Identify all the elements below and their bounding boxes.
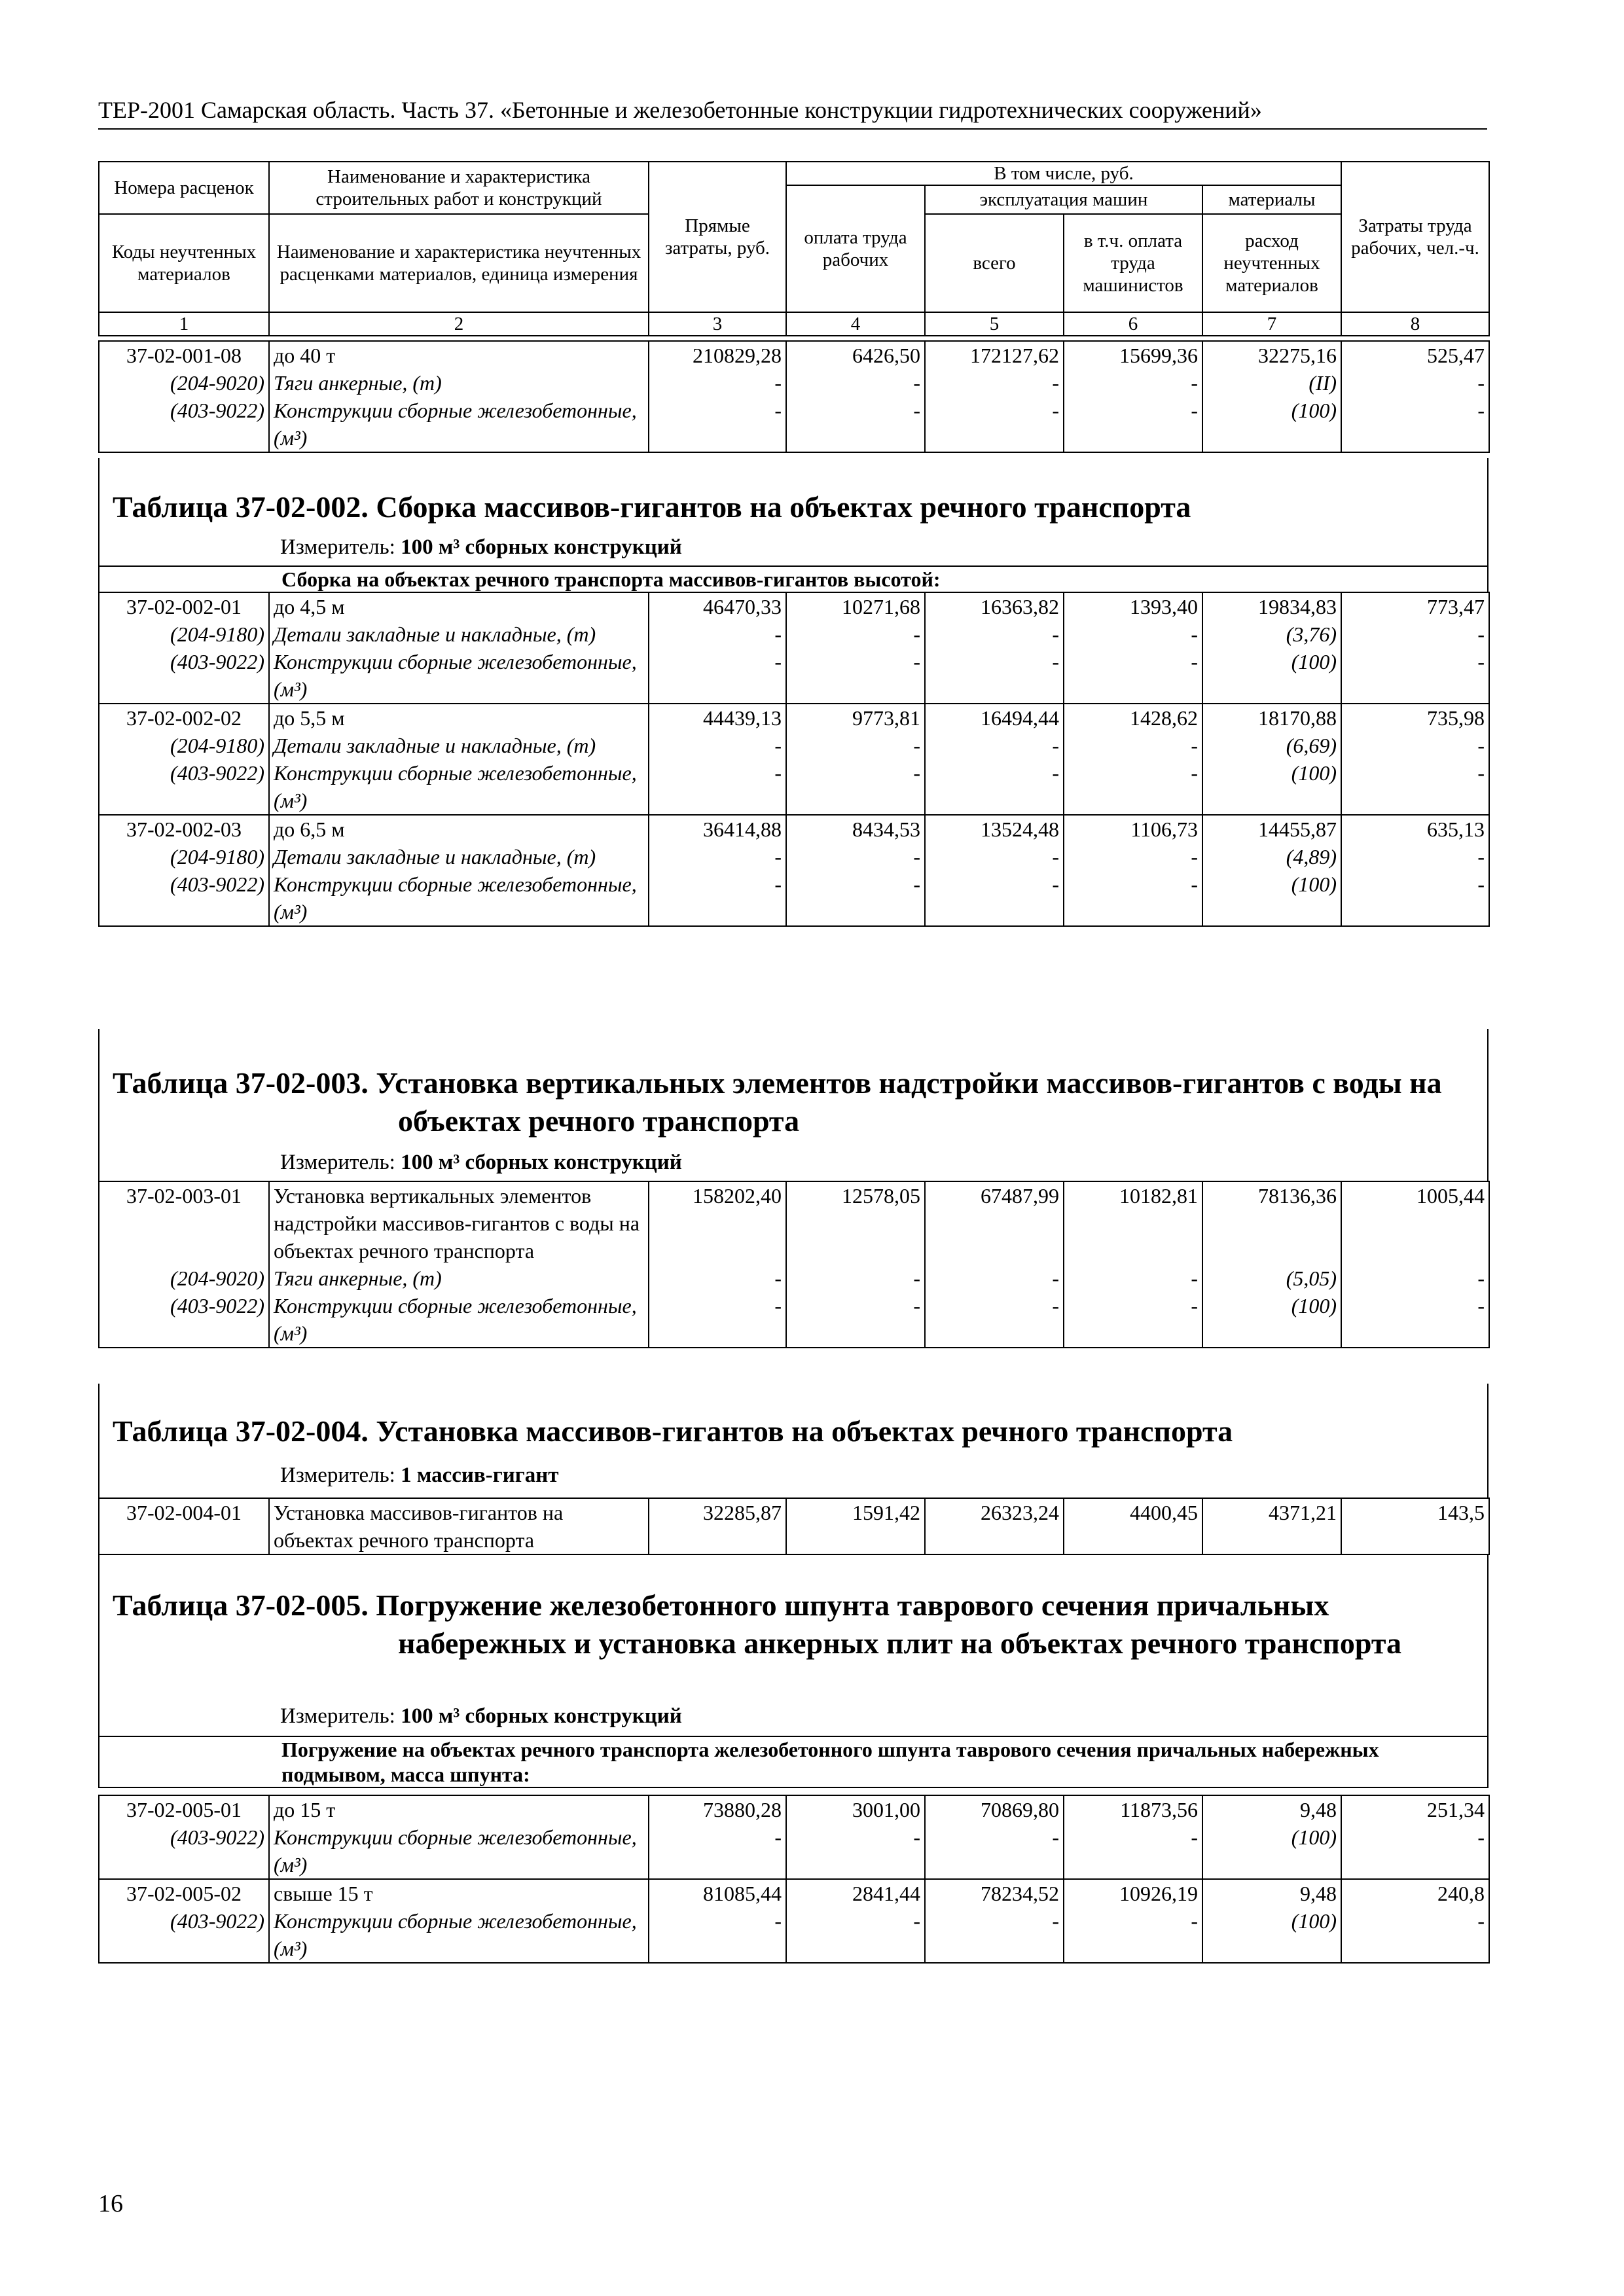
material-qty: (II) (1308, 371, 1337, 395)
measure-value: 100 м³ сборных конструкций (401, 1704, 682, 1728)
worker-pay: 8434,53 (786, 815, 925, 843)
rate-name: Установка вертикальных элементов надстройки массивов-гигантов с воды на объектах речного транспорта (269, 1181, 649, 1265)
table-row (99, 704, 1489, 732)
material-qty: (100) (1291, 399, 1337, 422)
measure-value: 100 м³ сборных конструкций (401, 1151, 682, 1174)
dash: - (786, 1823, 925, 1879)
material-row (99, 1292, 1489, 1348)
table-row (99, 592, 1489, 620)
dash: - (1341, 1907, 1489, 1963)
table-004-measure (280, 1463, 558, 1488)
material-row (99, 1823, 1489, 1879)
material-row (99, 843, 1489, 870)
worker-pay: 1591,42 (786, 1498, 925, 1554)
rate-name: до 5,5 м (269, 704, 649, 732)
material-name: Конструкции сборные железобетонные, (м³) (274, 1825, 637, 1876)
table-002-measure (280, 535, 682, 560)
dash: - (786, 1292, 925, 1348)
material-name: Конструкции сборные железобетонные, (м³) (274, 761, 637, 812)
rate-name: до 15 т (269, 1795, 649, 1823)
dash: - (925, 843, 1064, 870)
dash: - (786, 620, 925, 648)
materials: 78136,36 (1202, 1181, 1341, 1265)
material-code: (403-9022) (170, 1825, 264, 1849)
material-code: (403-9022) (170, 761, 264, 785)
labor-costs: 735,98 (1341, 704, 1489, 732)
dash: - (925, 648, 1064, 704)
material-row (99, 732, 1489, 759)
dash: - (1341, 1292, 1489, 1348)
dash: - (786, 648, 925, 704)
dash: - (1341, 1823, 1489, 1879)
operator-pay: 1428,62 (1064, 704, 1202, 732)
page-number: 16 (98, 2190, 123, 2217)
rate-code: 37-02-005-02 (99, 1879, 269, 1907)
col-head-uncounted-materials: расход неучтенных материалов (1202, 214, 1341, 312)
worker-pay: 12578,05 (786, 1181, 925, 1265)
labor-costs: 240,8 (1341, 1879, 1489, 1907)
material-qty: (100) (1291, 872, 1337, 896)
rate-name: Установка массивов-гигантов на объектах речного транспорта (269, 1498, 649, 1554)
dash: - (925, 732, 1064, 759)
direct-cost: 36414,88 (649, 815, 786, 843)
table-row (99, 815, 1489, 843)
materials: 9,48 (1202, 1795, 1341, 1823)
table-003-body (98, 1181, 1490, 1348)
materials: 32275,16 (1202, 341, 1341, 369)
dash: - (649, 732, 786, 759)
material-code: (204-9180) (170, 622, 264, 646)
material-row (99, 620, 1489, 648)
operator-pay: 11873,56 (1064, 1795, 1202, 1823)
dash: - (786, 759, 925, 815)
col-head-operator-pay: в т.ч. оплата труда машинистов (1064, 214, 1202, 312)
dash: - (925, 1823, 1064, 1879)
col-num-2: 2 (269, 312, 649, 336)
operator-pay: 1393,40 (1064, 592, 1202, 620)
dash: - (1064, 620, 1202, 648)
dash: - (649, 759, 786, 815)
table-003-title (113, 1064, 1474, 1140)
table-001-body (98, 340, 1490, 453)
labor-costs: 635,13 (1341, 815, 1489, 843)
dash: - (1341, 843, 1489, 870)
dash: - (649, 620, 786, 648)
machines-total: 16494,44 (925, 704, 1064, 732)
material-name: Конструкции сборные железобетонные, (м³) (274, 399, 637, 450)
labor-costs: 773,47 (1341, 592, 1489, 620)
dash: - (649, 1292, 786, 1348)
rate-name: до 4,5 м (269, 592, 649, 620)
col-head-machines: эксплуатация машин (925, 185, 1202, 214)
material-code: (403-9022) (170, 650, 264, 673)
dash: - (649, 1907, 786, 1963)
table-005-group: Погружение на объектах речного транспорта железобетонного шпунта таврового сечения причальных набережных подмывом, масса шпунта: (98, 1736, 1489, 1788)
dash: - (1064, 1292, 1202, 1348)
table-row (99, 1879, 1489, 1907)
direct-cost: 44439,13 (649, 704, 786, 732)
table-005-body (98, 1795, 1490, 1964)
col-num-4: 4 (786, 312, 925, 336)
table-004-body (98, 1498, 1490, 1555)
dash: - (1064, 1265, 1202, 1292)
dash: - (649, 843, 786, 870)
worker-pay: 9773,81 (786, 704, 925, 732)
material-name: Детали закладные и накладные, (т) (274, 622, 596, 646)
measure-label: Измеритель: (280, 1704, 395, 1728)
dash: - (786, 397, 925, 452)
operator-pay: 10926,19 (1064, 1879, 1202, 1907)
rate-code: 37-02-002-02 (99, 704, 269, 732)
col-head-materials-names: Наименование и характеристика неучтенных расценками материалов, единица измерения (269, 214, 649, 312)
col-num-3: 3 (649, 312, 786, 336)
dash: - (786, 843, 925, 870)
dash: - (649, 369, 786, 397)
col-head-materials: материалы (1202, 185, 1341, 214)
material-row (99, 1265, 1489, 1292)
rate-name: до 40 т (269, 341, 649, 369)
dash: - (1064, 1823, 1202, 1879)
dash: - (1341, 620, 1489, 648)
material-name: Конструкции сборные железобетонные, (м³) (274, 650, 637, 701)
material-name: Детали закладные и накладные, (т) (274, 845, 596, 869)
table-row (99, 1498, 1489, 1554)
material-row (99, 369, 1489, 397)
col-head-labor-costs: Затраты труда рабочих, чел.-ч. (1341, 162, 1489, 312)
material-row (99, 648, 1489, 704)
table-002-body (98, 592, 1490, 927)
dash: - (1064, 369, 1202, 397)
material-qty: (100) (1291, 1909, 1337, 1933)
col-num-5: 5 (925, 312, 1064, 336)
col-head-rates: Номера расценок (99, 162, 269, 214)
dash: - (925, 620, 1064, 648)
rate-code: 37-02-004-01 (99, 1498, 269, 1554)
table-005-title-text: Таблица 37-02-005. Погружение железобетонного шпунта таврового сечения причальных набережных и установка анкерных плит на объектах речного транспорта (113, 1588, 1402, 1660)
dash: - (1064, 1907, 1202, 1963)
machines-total: 78234,52 (925, 1879, 1064, 1907)
dash: - (1341, 369, 1489, 397)
material-name: Конструкции сборные железобетонные, (м³) (274, 1294, 637, 1345)
material-qty: (100) (1291, 650, 1337, 673)
operator-pay: 1106,73 (1064, 815, 1202, 843)
dash: - (1341, 648, 1489, 704)
dash: - (649, 1823, 786, 1879)
measure-label: Измеритель: (280, 1463, 395, 1487)
dash: - (786, 732, 925, 759)
table-004-title: Таблица 37-02-004. Установка массивов-гигантов на объектах речного транспорта (113, 1414, 1233, 1448)
col-num-7: 7 (1202, 312, 1341, 336)
material-code: (204-9020) (170, 371, 264, 395)
rate-code: 37-02-003-01 (99, 1181, 269, 1265)
operator-pay: 4400,45 (1064, 1498, 1202, 1554)
materials: 4371,21 (1202, 1498, 1341, 1554)
col-num-1: 1 (99, 312, 269, 336)
dash: - (786, 870, 925, 926)
material-code: (204-9180) (170, 734, 264, 757)
col-head-codes: Коды неучтенных материалов (99, 214, 269, 312)
dash: - (925, 397, 1064, 452)
dash: - (649, 397, 786, 452)
worker-pay: 10271,68 (786, 592, 925, 620)
dash: - (1064, 843, 1202, 870)
material-name: Детали закладные и накладные, (т) (274, 734, 596, 757)
direct-cost: 158202,40 (649, 1181, 786, 1265)
dash: - (1064, 759, 1202, 815)
worker-pay: 3001,00 (786, 1795, 925, 1823)
col-head-total: всего (925, 214, 1064, 312)
labor-costs: 143,5 (1341, 1498, 1489, 1554)
material-name: Конструкции сборные железобетонные, (м³) (274, 1909, 637, 1960)
rate-code: 37-02-001-08 (99, 341, 269, 369)
dash: - (925, 369, 1064, 397)
material-code: (403-9022) (170, 872, 264, 896)
material-qty: (100) (1291, 1825, 1337, 1849)
material-qty: (6,69) (1286, 734, 1337, 757)
material-qty: (4,89) (1286, 845, 1337, 869)
material-row (99, 397, 1489, 452)
material-qty: (100) (1291, 1294, 1337, 1318)
materials: 19834,83 (1202, 592, 1341, 620)
dash: - (925, 1292, 1064, 1348)
direct-cost: 32285,87 (649, 1498, 786, 1554)
col-num-8: 8 (1341, 312, 1489, 336)
worker-pay: 6426,50 (786, 341, 925, 369)
table-005-title (113, 1587, 1474, 1662)
rate-code: 37-02-005-01 (99, 1795, 269, 1823)
materials: 9,48 (1202, 1879, 1341, 1907)
material-name: Тяги анкерные, (т) (274, 1266, 442, 1290)
material-row (99, 1907, 1489, 1963)
material-code: (204-9020) (170, 1266, 264, 1290)
material-code: (403-9022) (170, 1909, 264, 1933)
table-002-group: Сборка на объектах речного транспорта массивов-гигантов высотой: (98, 565, 1489, 593)
material-qty: (5,05) (1286, 1266, 1337, 1290)
rate-name: свыше 15 т (269, 1879, 649, 1907)
direct-cost: 73880,28 (649, 1795, 786, 1823)
dash: - (925, 1907, 1064, 1963)
rate-code: 37-02-002-01 (99, 592, 269, 620)
dash: - (1064, 397, 1202, 452)
material-row (99, 759, 1489, 815)
table-002-title: Таблица 37-02-002. Сборка массивов-гигантов на объектах речного транспорта (113, 490, 1191, 524)
labor-costs: 1005,44 (1341, 1181, 1489, 1265)
dash: - (649, 1265, 786, 1292)
material-code: (403-9022) (170, 399, 264, 422)
machines-total: 16363,82 (925, 592, 1064, 620)
dash: - (925, 870, 1064, 926)
col-head-direct-cost: Прямые затраты, руб. (649, 162, 786, 312)
material-code: (403-9022) (170, 1294, 264, 1318)
measure-value: 100 м³ сборных конструкций (401, 535, 682, 559)
dash: - (1064, 870, 1202, 926)
labor-costs: 525,47 (1341, 341, 1489, 369)
operator-pay: 15699,36 (1064, 341, 1202, 369)
measure-label: Измеритель: (280, 535, 395, 559)
column-header-table (98, 161, 1490, 336)
dash: - (786, 369, 925, 397)
machines-total: 70869,80 (925, 1795, 1064, 1823)
dash: - (649, 648, 786, 704)
dash: - (1341, 870, 1489, 926)
table-row (99, 1795, 1489, 1823)
dash: - (925, 1265, 1064, 1292)
machines-total: 172127,62 (925, 341, 1064, 369)
dash: - (1064, 732, 1202, 759)
table-003-measure (280, 1151, 682, 1175)
material-row (99, 870, 1489, 926)
dash: - (1341, 732, 1489, 759)
rate-code: 37-02-002-03 (99, 815, 269, 843)
col-num-6: 6 (1064, 312, 1202, 336)
rate-name: до 6,5 м (269, 815, 649, 843)
col-head-worker-pay: оплата труда рабочих (786, 185, 925, 312)
dash: - (1341, 759, 1489, 815)
worker-pay: 2841,44 (786, 1879, 925, 1907)
col-head-including: В том числе, руб. (786, 162, 1341, 185)
table-003-title-text: Таблица 37-02-003. Установка вертикальных элементов надстройки массивов-гигантов с воды на объектах речного транспорта (113, 1066, 1442, 1138)
dash: - (786, 1265, 925, 1292)
machines-total: 67487,99 (925, 1181, 1064, 1265)
machines-total: 26323,24 (925, 1498, 1064, 1554)
direct-cost: 46470,33 (649, 592, 786, 620)
direct-cost: 81085,44 (649, 1879, 786, 1907)
material-qty: (3,76) (1286, 622, 1337, 646)
table-row (99, 1181, 1489, 1265)
materials: 18170,88 (1202, 704, 1341, 732)
material-qty: (100) (1291, 761, 1337, 785)
material-name: Конструкции сборные железобетонные, (м³) (274, 872, 637, 924)
dash: - (1064, 648, 1202, 704)
dash: - (649, 870, 786, 926)
table-row (99, 341, 1489, 369)
table-005-measure (280, 1704, 682, 1729)
direct-cost: 210829,28 (649, 341, 786, 369)
machines-total: 13524,48 (925, 815, 1064, 843)
dash: - (925, 759, 1064, 815)
dash: - (1341, 1265, 1489, 1292)
col-head-works: Наименование и характеристика строительных работ и конструкций (269, 162, 649, 214)
dash: - (1341, 397, 1489, 452)
page-header: ТЕР-2001 Самарская область. Часть 37. «Бетонные и железобетонные конструкции гидротехнических сооружений» (98, 96, 1487, 130)
materials: 14455,87 (1202, 815, 1341, 843)
measure-value: 1 массив-гигант (401, 1463, 559, 1487)
labor-costs: 251,34 (1341, 1795, 1489, 1823)
operator-pay: 10182,81 (1064, 1181, 1202, 1265)
material-code: (204-9180) (170, 845, 264, 869)
material-name: Тяги анкерные, (т) (274, 371, 442, 395)
measure-label: Измеритель: (280, 1151, 395, 1174)
dash: - (786, 1907, 925, 1963)
